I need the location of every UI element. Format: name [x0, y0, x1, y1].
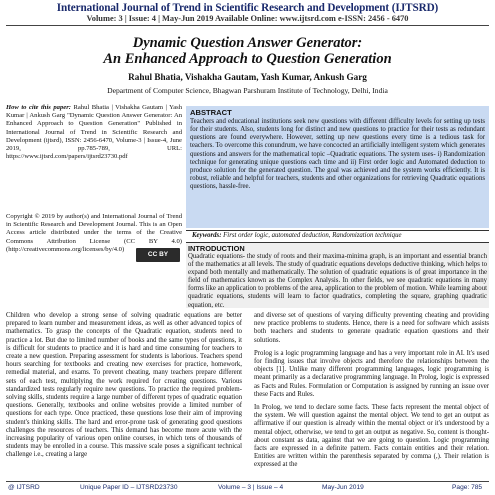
- intro-text: Quadratic equations- the study of roots and their maxima-minima graph, is an important and essential branch of the mathematics at all levels. The study of quadratic equations develops deductive thinking, which helps to expand both mentally and mathematically. The solution of quadratic equations is of great importance in the field of mathematics known as the Complex Analysis. In other fields, we see quadratic equations in many forms like an application to problems of the area, application to the problem of motion. While learning about quadratic equations, students will learn to factor quadratics, completing the square, graphing quadratic equation, etc.: [188, 253, 487, 309]
- abstract-heading: ABSTRACT: [190, 108, 232, 117]
- body-left-column: Children who develop a strong sense of solving quadratic equations are better prepared to learn number and measurement ideas, as well as other advanced topics of mathematics. To grasp the concepts of the Quadratic equation, students need to practice a lot. But due to limited number of books and the same types of questions, it is difficult for students to practice and it is hard and time consuming for teachers to create a new question. Preparing assessment for students is laborious. Teachers spend hours searching for textbooks and creating new exercises for practice, homework, remedial material, and exams. To prevent cheating, many teachers prepare different sets of each test, multiplying the work required for creating questions. Various standardized tests regularly require new questions. To practice the required problem-solving skills, students require a large number of different types of quadratic equation questions. Generally, textbooks and online websites provide a limited number of questions for each type. Once practiced, these questions lose their aim of improving student's thinking skills. The hard and error-prone task of generating good questions challenges the resources of teachers. This demand has become more acute with the increasing popularity of various open online courses, in which tens of thousands of students may be enrolled in a course. This massive scale poses a significant technical challenge i.e., creating a large: [6, 312, 242, 459]
- journal-name: International Journal of Trend in Scientific Research and Development (IJTSRD): [56, 2, 439, 14]
- cc-by-badge[interactable]: CC BY: [136, 248, 180, 262]
- footer-paper-id: Unique Paper ID – IJTSRD23730: [80, 484, 178, 491]
- abstract-section: [186, 106, 489, 228]
- paper-title-line1: Dynamic Question Answer Generator:: [132, 35, 363, 51]
- header-divider: [6, 25, 489, 26]
- footer-date: May-Jun 2019: [322, 484, 364, 491]
- paragraph: In Prolog, we tend to declare some facts. These facts represent the mental object of the system. We will question against the mental object. We tend to get an output as affirmative if our question is already within the mental object or it's understood by a mental object, otherwise, we tend to get an output as negative. So, content is thought-about constant as data, against that we are going to question. Logic programming facts are expressed in a definite pattern. Facts contain entities and their relation. Entities are written within the parenthesis separated by comma (,). Their relation is expressed at the: [254, 404, 489, 469]
- copyright-block: Copyright © 2019 by author(s) and International Journal of Trend in Scientific Research and Development Journal. This is an Open Access article distributed under the terms of the Creative Commons Attribution License (CC BY 4.0) (http://creativecommons.org/licenses/by/4.0): [6, 213, 182, 253]
- footer-page: Page: 785: [452, 484, 483, 491]
- keywords-text: First order logic, automated deduction, Randomization technique: [223, 232, 402, 239]
- citation-lead: How to cite this paper:: [6, 104, 71, 111]
- paragraph: and diverse set of questions of varying difficulty preventing cheating and providing new practice problems to students. Hence, there is a need for software which assists both teachers and students to generate quadratic equation questions and their solutions.: [254, 312, 489, 344]
- paper-title-line2: An Enhanced Approach to Question Generation: [103, 51, 392, 67]
- keywords-label: Keywords:: [192, 232, 222, 239]
- abstract-divider: [186, 230, 489, 231]
- paragraph: Prolog is a logic programming language and has a very important role in AI. It's used for finding issues that involve objects and therefore the relationships between the objects [1]. Unlike many different programming languages, logic programming is meant primarily as a declarative programming language. In Prolog, logic is expressed as Facts and Rules. Formulation or Computation is assigned by running an issue over these Facts and Rules.: [254, 349, 489, 398]
- issue-line: Volume: 3 | Issue: 4 | May-Jun 2019 Available Online: www.ijtsrd.com e-ISSN: 2456 - 6470: [86, 14, 409, 23]
- abstract-text: Teachers and educational institutions seek new questions with different difficulty levels for setting up tests for their students. Also, students long for distinct and new questions to practice for their tests as redundant questions are found everywhere. However, setting up new questions every time is a tedious task for teachers. To overcome this conundrum, we have concocted an artificially intelligent system which generates questions and answers for the mathematical topic –Quadratic equations. The system uses- i) Randomization technique for generating unique questions each time and ii) First order logic and Automated deduction to produce solution for the generated question. The goal was achieved and the system works efficiently. It is robust, reliable and helpful for teachers, students and other organizations for retrieving Quadratic equations questions, hassle-free.: [190, 118, 485, 191]
- citation-text: Rahul Bhatia | Vishakha Gautam | Yash Kumar | Ankush Garg "Dynamic Question Answer Generator: An Enhanced Approach to Question Generation" Published in International Journal of Trend in Scientific Research and Development (ijtsrd), ISSN: 2456-6470, Volume-3 | Issue-4, June 2019, pp.785-789, URL: https://www.ijtsrd.com/papers/ijtsrd23730.pdf: [6, 104, 183, 161]
- introduction-section: [186, 243, 489, 308]
- citation-block: [6, 104, 182, 161]
- footer-volume: Volume – 3 | Issue – 4: [218, 484, 284, 491]
- body-right-column: [254, 312, 489, 475]
- footer-divider: [6, 481, 489, 482]
- journal-header: [0, 2, 495, 24]
- affiliation: Department of Computer Science, Bhagwan Parshuram Institute of Technology, Delhi, India: [107, 86, 388, 95]
- authors: Rahul Bhatia, Vishakha Gautam, Yash Kumar, Ankush Garg: [128, 72, 367, 82]
- footer-brand: @ IJTSRD: [8, 484, 40, 491]
- intro-heading: INTRODUCTION: [188, 244, 245, 253]
- keywords: [192, 232, 488, 239]
